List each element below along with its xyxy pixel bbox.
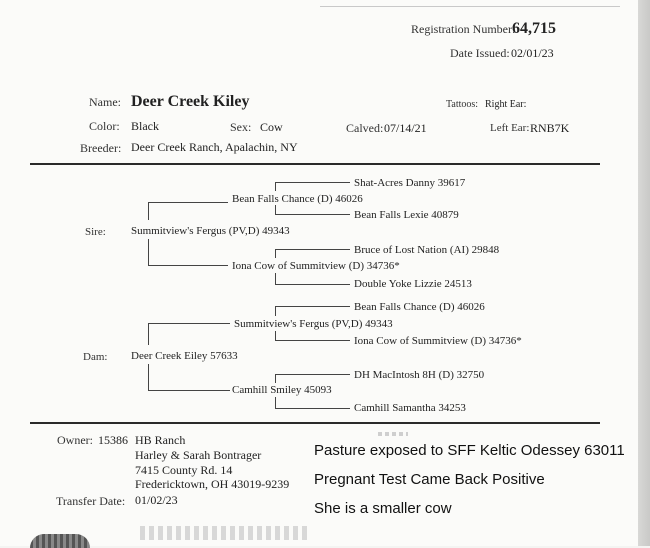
connector — [275, 397, 276, 408]
sire-dam: Iona Cow of Summitview (D) 34736* — [232, 260, 400, 272]
connector — [148, 202, 149, 220]
connector — [148, 239, 149, 265]
faded-print — [378, 432, 408, 436]
dam-sire-sire: Bean Falls Chance (D) 46026 — [354, 301, 485, 313]
note-line-2: Pregnant Test Came Back Positive — [314, 471, 545, 488]
tattoos-label: Tattoos: — [446, 99, 479, 110]
sex-label: Sex: — [230, 120, 252, 134]
breeder-value: Deer Creek Ranch, Apalachin, NY — [131, 140, 298, 154]
owner-label: Owner: — [57, 433, 93, 447]
sire-sire-sire: Shat-Acres Danny 39617 — [354, 177, 466, 189]
connector — [275, 374, 276, 383]
owner-people: Harley & Sarah Bontrager — [135, 448, 262, 462]
calved-value: 07/14/21 — [384, 121, 427, 135]
connector — [275, 284, 350, 285]
left-ear-value: RNB7K — [530, 121, 570, 135]
section-divider-top — [30, 163, 600, 165]
connector — [148, 390, 230, 391]
connector — [275, 331, 276, 340]
faded-footer-text — [140, 526, 310, 540]
connector — [275, 408, 350, 409]
connector — [275, 273, 276, 284]
note-line-1: Pasture exposed to SFF Keltic Odessey 63011 — [314, 442, 625, 459]
connector — [275, 182, 276, 191]
dam: Deer Creek Eiley 57633 — [131, 350, 238, 362]
connector — [148, 323, 149, 345]
transfer-date-value: 01/02/23 — [135, 493, 178, 507]
date-issued-value: 02/01/23 — [511, 46, 554, 60]
connector — [148, 265, 228, 266]
date-issued-label: Date Issued: — [450, 46, 510, 60]
color-value: Black — [131, 119, 159, 133]
connector — [275, 374, 350, 375]
connector — [275, 205, 276, 214]
scan-edge — [638, 0, 650, 546]
name-label: Name: — [89, 95, 121, 109]
connector — [148, 323, 230, 324]
owner-id: 15386 — [98, 433, 128, 447]
tattoos-value: Right Ear: — [485, 99, 527, 110]
dam-dam-sire: DH MacIntosh 8H (D) 32750 — [354, 369, 485, 381]
connector — [275, 306, 276, 316]
connector — [275, 306, 350, 307]
dam-sire: Summitview's Fergus (PV,D) 49343 — [234, 318, 393, 330]
note-line-3: She is a smaller cow — [314, 500, 452, 517]
owner-address-line2: Fredericktown, OH 43019-9239 — [135, 477, 290, 491]
connector — [275, 214, 350, 215]
owner-name: HB Ranch — [135, 433, 186, 447]
transfer-date-label: Transfer Date: — [56, 494, 126, 508]
scan-artifact-line — [320, 6, 620, 7]
sex-value: Cow — [260, 120, 283, 134]
connector — [148, 364, 149, 390]
registration-number-label: Registration Number: — [411, 22, 516, 36]
calved-label: Calved: — [346, 121, 384, 135]
left-ear-label: Left Ear: — [490, 122, 530, 134]
connector — [275, 249, 350, 250]
registration-number-value: 64,715 — [512, 20, 556, 37]
dam-sire-dam: Iona Cow of Summitview (D) 34736* — [354, 335, 522, 347]
sire-dam-sire: Bruce of Lost Nation (AI) 29848 — [354, 244, 500, 256]
dam-dam: Camhill Smiley 45093 — [232, 384, 332, 396]
breeder-label: Breeder: — [80, 141, 122, 155]
sire-label: Sire: — [85, 226, 106, 238]
connector — [275, 340, 350, 341]
connector — [275, 249, 276, 258]
dam-dam-dam: Camhill Samantha 34253 — [354, 402, 466, 414]
color-label: Color: — [89, 119, 120, 133]
section-divider-bottom — [30, 422, 600, 424]
sire-dam-dam: Double Yoke Lizzie 24513 — [354, 278, 472, 290]
sire-sire-dam: Bean Falls Lexie 40879 — [354, 209, 459, 221]
dam-label: Dam: — [83, 351, 108, 363]
animal-name: Deer Creek Kiley — [131, 93, 250, 110]
connector — [148, 202, 228, 203]
owner-address-line1: 7415 County Rd. 14 — [135, 463, 233, 477]
sire-sire: Bean Falls Chance (D) 46026 — [232, 193, 363, 205]
connector — [275, 182, 350, 183]
sire: Summitview's Fergus (PV,D) 49343 — [131, 225, 290, 237]
